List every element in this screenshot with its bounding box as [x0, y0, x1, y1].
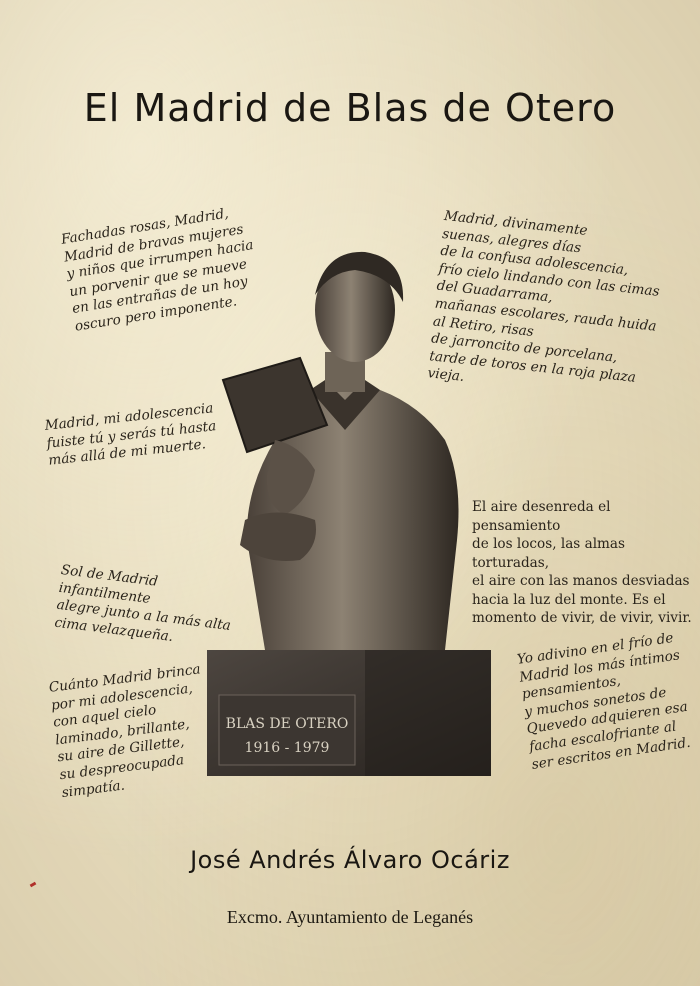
publisher-name: Excmo. Ayuntamiento de Leganés [226, 907, 474, 927]
poem-adolescencia: Madrid, mi adolescencia fuiste tú y serás tú hasta más allá de mi muerte. [44, 400, 217, 469]
plaque-name: BLAS DE OTERO [225, 716, 349, 732]
poem-el-aire: El aire desenreda el pensamiento de los locos, las almas torturadas, el aire con las manos desviadas hacia la luz del monte. Es el momento de vivir, de vivir, vivir. [472, 499, 692, 626]
plaque-years: 1916 - 1979 [244, 740, 330, 756]
poster-title: El Madrid de Blas de Otero [83, 86, 617, 130]
poem-sol-de-madrid: Sol de Madrid infantilmente alegre junto a la más alta cima velazqueña. [53, 562, 232, 645]
red-ink-mark [30, 882, 37, 888]
poem-fachadas: Fachadas rosas, Madrid, Madrid de bravas mujeres y niños que irrumpen hacia un porvenir que se mueve en las entrañas de un hoy oscuro pero imponente. [60, 205, 255, 335]
statue-illustration [205, 240, 495, 780]
poem-cuanto-madrid: Cuánto Madrid brinca por mi adolescencia, con aquel cielo laminado, brillante, su aire de Gillette, su despreocupada simpatía. [48, 661, 202, 801]
author-name: José Andrés Álvaro Ocáriz [190, 846, 510, 874]
poem-yo-adivino: Yo adivino en el frío de Madrid los más íntimos pensamientos, y muchos sonetos de Quevedo adquieren esa facha escalofriante al ser escritos en Madrid. [516, 630, 692, 773]
poem-madrid-divinamente: Madrid, divinamente suenas, alegres días de la confusa adolescencia, frío cielo lindando con las cimas del Guadarrama, mañanas escolares, rauda huida al Retiro, risas de jarroncito de porcelana, tarde de toros en la roja plaza vieja. [426, 208, 661, 386]
